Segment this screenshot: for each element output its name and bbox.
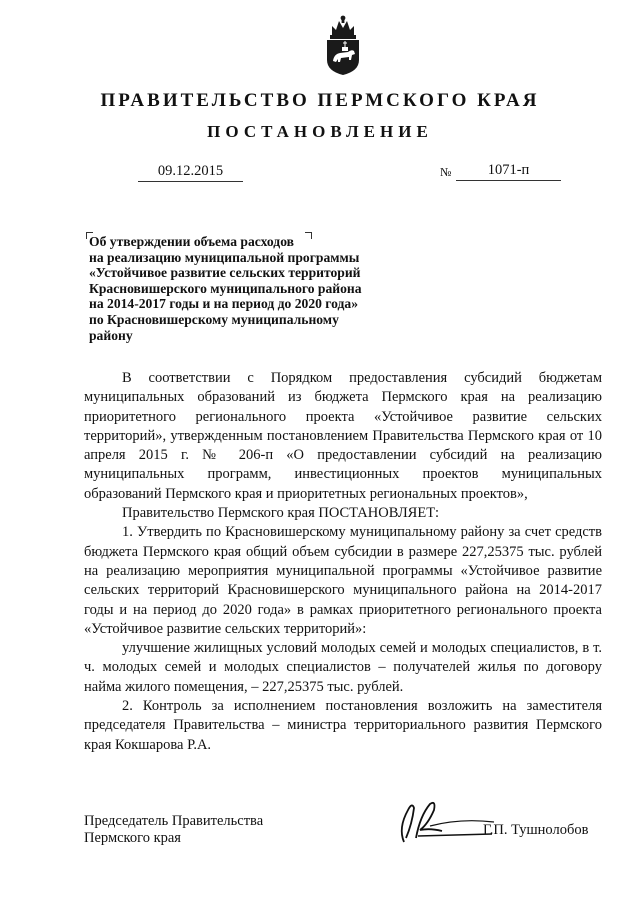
number-mark: № [440, 165, 452, 179]
perm-coat-of-arms-icon [324, 14, 362, 76]
document-type: ПОСТАНОВЛЕНИЕ [207, 122, 433, 141]
signatory-role-line: Председатель Правительства [84, 813, 264, 829]
body-paragraph-resolves: Правительство Пермского края ПОСТАНОВЛЯЕТ: [122, 505, 440, 522]
subject-line: на реализацию муниципальной программы [89, 249, 360, 265]
signatory-role [84, 813, 263, 847]
document-subject [89, 234, 419, 343]
subject-line: Красновишерского муниципального района [89, 280, 362, 296]
document-body [84, 369, 602, 755]
date-underline [138, 181, 243, 182]
number-underline [456, 180, 561, 181]
body-paragraph-item-2: 2. Контроль за исполнением постановления возложить на заместителя председателя Правительства – министра территориального развития Пермского края Кокшарова Р.А. [84, 698, 602, 753]
government-title: ПРАВИТЕЛЬСТВО ПЕРМСКОГО КРАЯ [100, 90, 540, 111]
signatory-role-line: Пермского края [84, 830, 181, 846]
subject-line: по Красновишерскому муниципальному [89, 311, 339, 327]
document-number: 1071-п [487, 162, 530, 178]
body-paragraph-item-1: 1. Утвердить по Красновишерскому муниципальному району за счет средств бюджета Пермского края общий объем субсидии в размере 227,25375 тыс. рублей на реализацию мероприятия муниципальной программы «Устойчивое развитие сельских территорий Красновишерского муниципального района на 2014-2017 годы и на период до 2020 года» в рамках приоритетного регионального проекта «Устойчивое развитие сельских территорий»: [84, 524, 602, 637]
subject-line: на 2014-2017 годы и на период до 2020 года» [89, 296, 359, 312]
body-paragraph-housing: улучшение жилищных условий молодых семей и молодых специалистов, в т. ч. молодых семей и молодых специалистов – получателей жилья по договору найма жилого помещения, – 227,25375 тыс. рублей. [84, 640, 602, 695]
subject-line: «Устойчивое развитие сельских территорий [89, 265, 361, 281]
subject-line: району [89, 327, 133, 343]
signatory-name: Г.П. Тушнолобов [483, 822, 589, 838]
document-date: 09.12.2015 [157, 163, 224, 179]
subject-line: Об утверждении объема расходов [89, 234, 294, 249]
body-paragraph-preamble: В соответствии с Порядком предоставления субсидий бюджетам муниципальных образований из бюджета Пермского края на реализацию приоритетного регионального проекта «Устойчивое развитие сельских территорий», утвержденным постановлением Правительства Пермского края от 10 апреля 2015 г. № 206-п «О предоставлении субсидий на реализацию муниципальных программ, инвестиционных проектов муниципальных образований Пермского края и приоритетных региональных проектов», [84, 370, 602, 502]
